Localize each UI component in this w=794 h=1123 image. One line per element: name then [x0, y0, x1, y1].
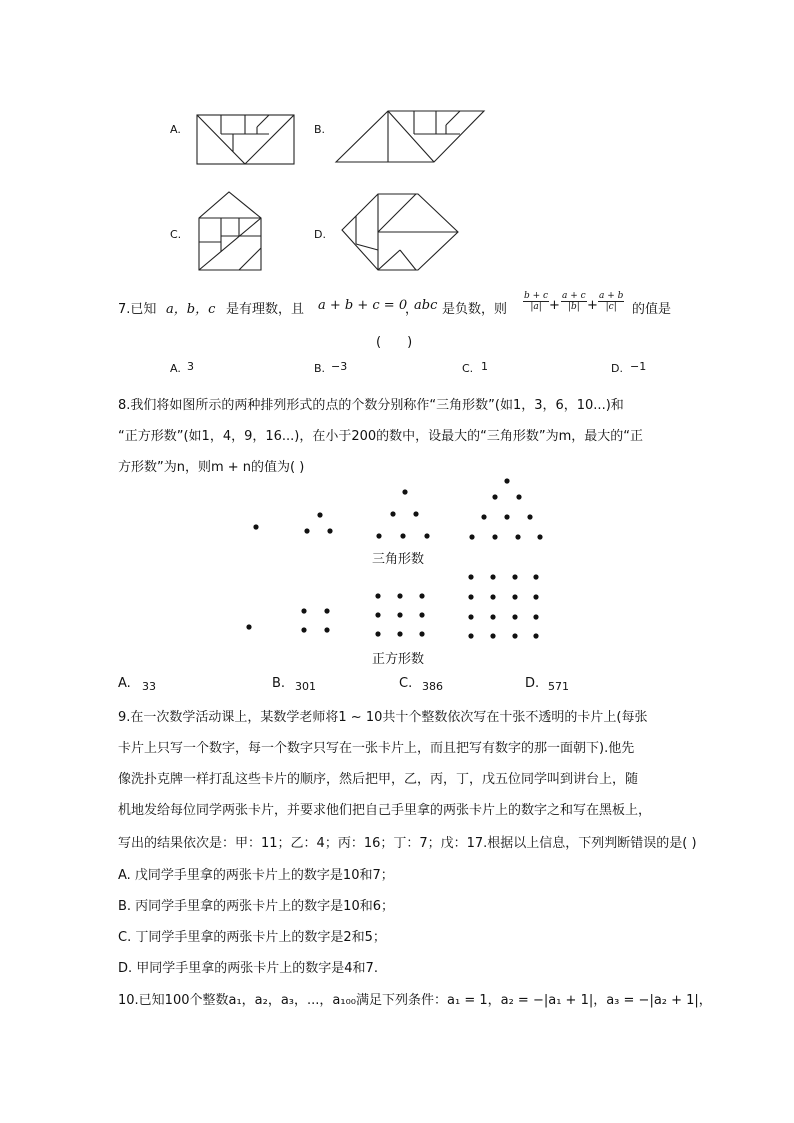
q8-option-c-label: C.: [399, 676, 413, 691]
q7-sum-equation: a + b + c = 0: [318, 298, 408, 313]
q9-line-4: 机地发给每位同学两张卡片，并要求他们把自己手里拿的两张卡片上的数字之和写在黑板上，: [118, 803, 652, 818]
q7-fraction-2-denominator: |b|: [561, 301, 587, 312]
q7-fraction-3-numerator: a + b: [599, 291, 624, 301]
q7-fraction-3: [598, 291, 624, 312]
q7-fraction-2-numerator: a + c: [562, 291, 586, 301]
q8-option-d-value: 571: [548, 680, 569, 693]
q7-rational-text: 是有理数，且: [226, 302, 305, 317]
q7-option-d-label: D.: [611, 362, 623, 375]
tangram-figure-b: [336, 110, 486, 164]
q7-negative-text: 是负数，则: [442, 302, 508, 317]
q9-option-d: D. 甲同学手里拿的两张卡片上的数字是4和7.: [118, 961, 378, 976]
q7-fraction-1-numerator: b + c: [524, 291, 549, 301]
tangram-figure-c: [195, 190, 265, 272]
q7-fraction-1-denominator: |a|: [523, 301, 549, 312]
q7-option-c-label: C.: [462, 362, 474, 375]
option-c-label: C.: [170, 228, 182, 241]
q9-line-3: 像洗扑克牌一样打乱这些卡片的顺序，然后把甲，乙，丙，丁，戊五位同学叫到讲台上，随: [118, 772, 639, 787]
q7-variables: a，b，c: [166, 302, 216, 317]
q7-abc: abc: [414, 298, 438, 313]
q7-fraction-3-denominator: |c|: [598, 301, 624, 312]
q9-option-c: C. 丁同学手里拿的两张卡片上的数字是2和5；: [118, 930, 386, 945]
q7-intro: 7.已知: [118, 302, 157, 317]
q8-line-2: “正方形数”(如1，4，9，16...)，在小于200的数中，设最大的“三角形数”为m，最大的“正: [118, 429, 644, 444]
q8-option-b-label: B.: [272, 676, 286, 691]
q7-separator: ，: [405, 302, 419, 317]
q8-option-a-label: A.: [118, 676, 131, 691]
q7-option-b-value: −3: [331, 360, 348, 373]
q8-line-3: 方形数”为n，则m + n的值为( ): [118, 460, 305, 475]
q7-option-b-label: B.: [314, 362, 326, 375]
q8-option-a-value: 33: [142, 680, 156, 693]
q9-line-1: 9.在一次数学活动课上，某数学老师将1 ~ 10共十个整数依次写在十张不透明的卡片上(每张: [118, 710, 648, 725]
q7-option-a-label: A.: [170, 362, 181, 375]
option-d-label: D.: [314, 228, 326, 241]
q8-option-b-value: 301: [295, 680, 316, 693]
option-b-label: B.: [314, 123, 326, 136]
square-numbers-caption: 正方形数: [372, 652, 425, 667]
q8-option-d-label: D.: [525, 676, 540, 691]
option-a-label: A.: [170, 123, 181, 136]
triangular-numbers-dots: [240, 470, 560, 550]
square-numbers-dots: [240, 570, 560, 642]
q10-line-1: 10.已知100个整数a₁，a₂，a₃，...，a₁₀₀满足下列条件：a₁ = 1，a₂ = −|a₁ + 1|，a₃ = −|a₂ + 1|，: [118, 993, 712, 1008]
triangle-numbers-caption: 三角形数: [372, 552, 425, 567]
q7-option-c-value: 1: [481, 360, 488, 373]
q7-fraction-2: [561, 291, 587, 312]
tangram-figure-a: [196, 114, 296, 166]
tangram-figure-d: [340, 188, 460, 272]
q7-option-d-value: −1: [630, 360, 647, 373]
q7-value-of: 的值是: [632, 302, 672, 317]
q7-fraction-1: [523, 291, 549, 312]
q7-option-a-value: 3: [187, 360, 194, 373]
q9-option-a: A. 戊同学手里拿的两张卡片上的数字是10和7；: [118, 868, 394, 883]
q9-line-5: 写出的结果依次是：甲：11；乙：4；丙：16；丁：7；戊：17.根据以上信息，下列判断错误的是( ): [118, 836, 697, 851]
q9-option-b: B. 丙同学手里拿的两张卡片上的数字是10和6；: [118, 899, 394, 914]
q7-plus-2: +: [587, 298, 598, 313]
q8-option-c-value: 386: [422, 680, 443, 693]
q7-plus-1: +: [549, 298, 560, 313]
q9-line-2: 卡片上只写一个数字，每一个数字只写在一张卡片上，而且把写有数字的那一面朝下).他先: [118, 741, 635, 756]
q8-line-1: 8.我们将如图所示的两种排列形式的点的个数分别称作“三角形数”(如1，3，6，10...)和: [118, 398, 624, 413]
q7-answer-blank: ( ): [376, 335, 413, 350]
